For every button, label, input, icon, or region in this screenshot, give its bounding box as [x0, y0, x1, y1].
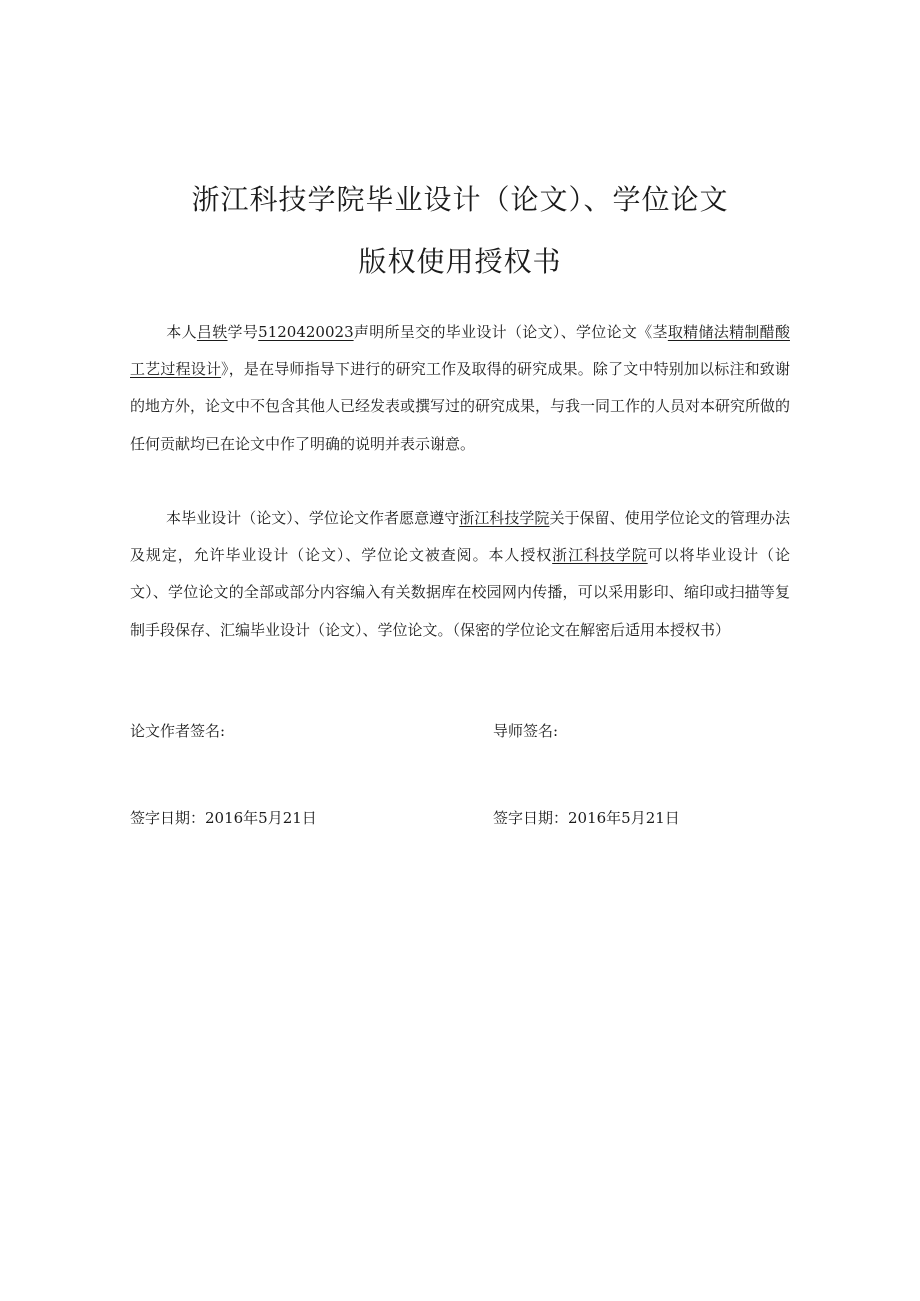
author-sign-date: 签字日期：2016年5月21日 — [130, 809, 317, 827]
authorization-text-3: 可以将毕业设计（论文）、学位论文的全部或部分内容编入有关数据库在校园网内传播，可以采用影印、缩印或扫描等复制手段保存、汇编毕业设计（论文）、学位论文。（保密的学位论文在解密后适用本授权书） — [130, 546, 790, 639]
author-name: 吕轶 — [196, 323, 228, 341]
declaration-text-1: 本人 — [166, 323, 197, 341]
authorization-text-2: 关于保留、使用学位论文的管理办法及规定，允许毕业设计（论文）、学位论文被查阅。本人授权 — [130, 509, 790, 565]
student-id: 5120420023 — [258, 323, 354, 341]
document-title: 浙江科技学院毕业设计（论文）、学位论文 — [191, 183, 729, 216]
declaration-text-4: 》，是在导师指导下进行的研究工作及取得的研究成果。除了文中特别加以标注和致谢的地方外，论文中不包含其他人已经发表或撰写过的研究成果，与我一同工作的人员对本研究所做的任何贡献均已在论文中作了明确的说明并表示谢意。 — [130, 360, 791, 453]
declaration-text-2: 学号 — [227, 323, 259, 341]
school-name: 浙江科技学院 — [552, 546, 648, 565]
authorization-paragraph — [130, 500, 790, 649]
advisor-signature-label: 导师签名: — [493, 722, 559, 740]
thesis-title: 取精储法精制醋酸工艺过程设计 — [130, 323, 790, 379]
document-subtitle: 版权使用授权书 — [358, 245, 562, 278]
advisor-sign-date: 签字日期：2016年5月21日 — [493, 809, 680, 827]
declaration-text-3: 声明所呈交的毕业设计（论文）、学位论文《茎 — [353, 323, 668, 341]
author-signature-label: 论文作者签名: — [130, 722, 226, 740]
declaration-paragraph — [130, 314, 790, 463]
authorization-text-1: 本毕业设计（论文）、学位论文作者愿意遵守 — [166, 509, 460, 527]
school-name: 浙江科技学院 — [459, 509, 550, 527]
